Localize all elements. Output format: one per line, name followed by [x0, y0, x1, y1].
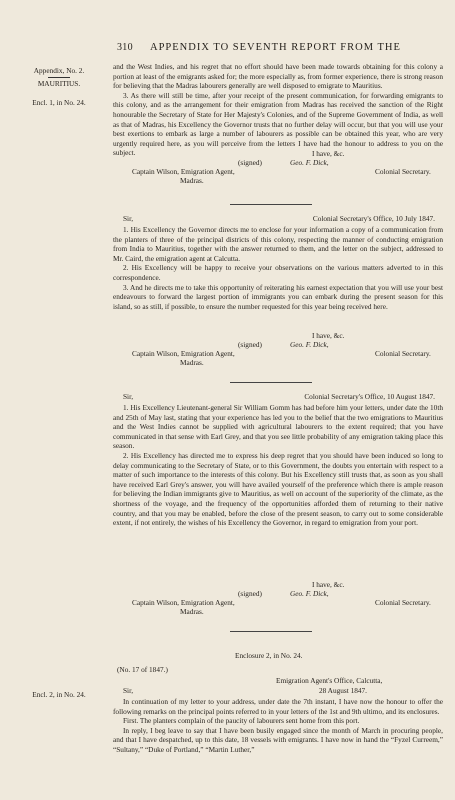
separator-rule — [230, 204, 312, 205]
letter1-closing: I have, &c. — [312, 149, 345, 158]
enclosure2-body — [113, 697, 443, 755]
letter1-addressee: Captain Wilson, Emigration Agent, — [132, 167, 235, 176]
letter3-dateline: Colonial Secretary's Office, 10 August 1847. — [304, 392, 435, 401]
letter2-addressee-place: Madras. — [180, 358, 204, 367]
letter1-para3: 3. As there will still be time, after your receipt of the present communication, for forwarding emigrants to this colony, and as the arrangement for their emigration from Madras has received the sanction of the Right honourable the Secretary of State for Her Majesty's Colonies, and of the Supreme Government of India, as well as that of Madras, his Excellency the Governor trusts that no further delay will occur, but that you will use your best exertions to embark as large a number of labourers as possible can be obtained this year, who are very urgently required here, as you will perceive from the letters I have had the honour to address to you on the subject. — [113, 90, 443, 158]
margin-note-appendix — [10, 66, 108, 88]
margin-note-encl2 — [10, 690, 108, 700]
letter3-closing: I have, &c. — [312, 580, 345, 589]
letter2-addressee: Captain Wilson, Emigration Agent, — [132, 349, 235, 358]
letter3-addressee-place: Madras. — [180, 607, 204, 616]
enclosure2-heading: Enclosure 2, in No. 24. — [235, 651, 303, 660]
letter2-closing: I have, &c. — [312, 331, 345, 340]
letter2-salutation: Sir, — [123, 214, 134, 223]
enclosure2-date: 28 August 1847. — [318, 686, 367, 695]
page-number: 310 — [117, 42, 133, 53]
letter1-signer-title: Colonial Secretary. — [375, 167, 431, 176]
enclosure2-office: Emigration Agent's Office, Calcutta, — [276, 676, 383, 685]
letter2-para1: 1. His Excellency the Governor directs me to enclose for your information a copy of a communication from the planters of three of the principal districts of this colony, respecting the manner of conducting emigration from India to Mauritius, together with the answer returned to them, and the letter on the subject, addressed to Mr. Caird, the emigration agent at Calcutta. — [113, 225, 443, 263]
margin-rule — [48, 77, 70, 78]
letter1-addressee-place: Madras. — [180, 176, 204, 185]
margin-note-encl1 — [10, 98, 108, 108]
enclosure2-salutation: Sir, — [123, 686, 134, 695]
margin-encl2-label: Encl. 2, in No. 24. — [32, 690, 86, 699]
letter2-para2: 2. His Excellency will be happy to receive your observations on the various matters adverted to in this correspondence. — [113, 263, 443, 282]
margin-appendix-label: Appendix, No. 2. — [33, 66, 85, 75]
letter2-body — [113, 225, 443, 311]
enclosure2-para3: In reply, I beg leave to say that I have been busily engaged since the month of March in procuring people, and that I have despatched, up to this date, 18 vessels with emigrants. I have now in hand the “Fyzel Curreem,” “Sultany,” “Duke of Portland,” “Martin Luther,” — [113, 725, 443, 754]
enclosure2-para2: First. The planters complain of the paucity of labourers sent home from this port. — [123, 716, 360, 726]
letter3-salutation: Sir, — [123, 392, 134, 401]
letter3-para1: 1. His Excellency Lieutenant-general Sir William Gomm has had before him your letters, under date the 10th and 25th of May last, stating that your experience has led you to the belief that the two emigrations to Mauritius and the West Indies cannot be supplied with agricultural labourers to the extent required; that you have communicated in that sense with Earl Grey, and that you see little probability of any emigration taking place this season. — [113, 403, 443, 451]
letter1-continuation: and the West Indies, and his regret that no effort should have been made towards obtaining for this colony a portion at least of the emigrants asked for; the more especially as, from former experience, there is strong reason for believing that the Madras labourers generally are well disposed to emigrate to Mauritius. — [113, 62, 443, 91]
letter2-signer-title: Colonial Secretary. — [375, 349, 431, 358]
letter3-signer-title: Colonial Secretary. — [375, 598, 431, 607]
running-title: APPENDIX TO SEVENTH REPORT FROM THE — [150, 42, 401, 53]
enclosure2-number: (No. 17 of 1847.) — [117, 665, 168, 674]
separator-rule — [230, 631, 312, 632]
letter3-signed: (signed) — [238, 589, 262, 598]
letter1-body — [113, 62, 443, 158]
letter2-signer: Geo. F. Dick, — [290, 340, 329, 349]
letter3-addressee: Captain Wilson, Emigration Agent, — [132, 598, 235, 607]
running-header — [0, 42, 455, 56]
letter3-para2: 2. His Excellency has directed me to express his deep regret that you should have been induced so long to delay communicating to the Secretary of State, or to this Government, the doubts you entertain with respect to a matter of such importance to the interests of this colony. But his Excellency still trusts that, as soon as you shall have received Earl Grey's answer, you will have availed yourself of the preference which there is ample reason for believing the Indian immigrants give to Mauritius, as well on account of the superiority of the climate, as the shortness of the voyage, and the frequency of the opportunities afforded them of returning to their native country, and that you may be enabled, before the close of the present season, to carry out to some considerable extent, if not entirely, the wishes of his Excellency the Governor, in regard to emigration from your port. — [113, 450, 443, 528]
enclosure2-para1: In continuation of my letter to your address, under date the 7th instant, I have now the honour to offer the following remarks on the principal points referred to in your letters of the 1st and 9th ultimo, and its enclosures. — [113, 697, 443, 716]
letter3-body — [113, 403, 443, 528]
letter3-signer: Geo. F. Dick, — [290, 589, 329, 598]
letter1-signed: (signed) — [238, 158, 262, 167]
margin-colony-label: MAURITIUS. — [37, 78, 81, 88]
separator-rule — [230, 382, 312, 383]
letter2-signed: (signed) — [238, 340, 262, 349]
letter2-para3: 3. And he directs me to take this opportunity of reiterating his earnest expectation that you will use your best endeavours to forward the largest portion of immigrants you can embark during the present season for this island, so as still, if possible, to ensure the number requested for this year being received here. — [113, 282, 443, 311]
letter1-signer: Geo. F. Dick, — [290, 158, 329, 167]
margin-encl1-label: Encl. 1, in No. 24. — [32, 98, 86, 107]
letter2-dateline: Colonial Secretary's Office, 10 July 1847. — [312, 214, 435, 223]
